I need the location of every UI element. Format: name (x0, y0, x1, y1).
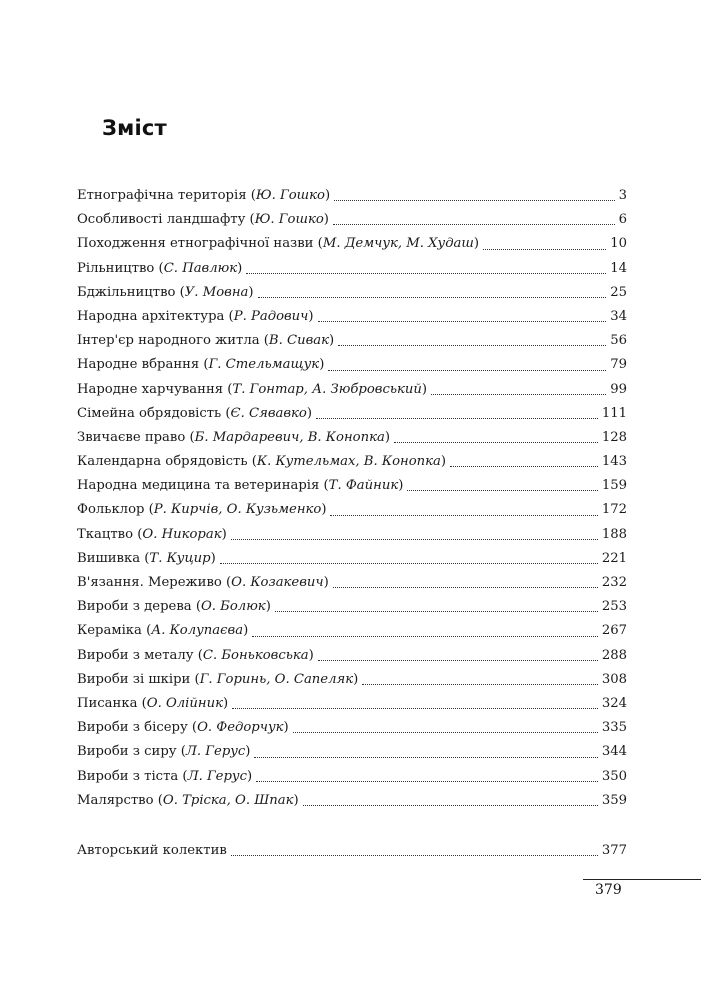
toc-entry-author: Є. Сявавко (230, 405, 307, 421)
toc-entry[interactable] (77, 740, 627, 764)
toc-entry-title-text: Народна медицина та ветеринарія ( (77, 478, 329, 494)
toc-entry-author: Л. Герус (185, 744, 246, 760)
toc-entry-title-text: Походження етнографічної назви ( (77, 236, 323, 252)
toc-entry[interactable] (77, 402, 627, 426)
toc-entry-title-text: Вироби з сиру ( (77, 744, 186, 760)
toc-entry-page: 344 (601, 744, 627, 760)
toc-entry[interactable] (77, 839, 627, 863)
toc-entry[interactable] (77, 208, 627, 232)
toc-leader (431, 393, 606, 395)
toc-entry-page: 56 (610, 333, 627, 349)
toc-entry-close-paren: ) (321, 502, 327, 518)
toc-entry-title-text: Вироби з тіста ( (77, 768, 188, 784)
toc-leader (394, 441, 598, 443)
toc-entry-author: В. Сивак (268, 333, 329, 349)
toc-entry-page: 288 (601, 647, 627, 663)
toc-leader (231, 538, 598, 540)
toc-entry-title-text: Бджільництво ( (77, 284, 185, 300)
toc-entry-close-paren: ) (265, 599, 271, 615)
toc-entry-page: 188 (601, 526, 627, 542)
page-number: 379 (595, 882, 622, 898)
toc-entry-title (77, 353, 324, 377)
toc-entry-close-paren: ) (323, 575, 329, 590)
toc-entry-author: О. Болюк (200, 599, 266, 615)
toc-entry-close-paren: ) (306, 405, 313, 421)
toc-leader (303, 804, 598, 806)
toc-entry-close-paren: ) (293, 792, 299, 808)
toc-entry-close-paren: ) (398, 478, 404, 494)
toc-entry[interactable] (77, 450, 627, 474)
toc-entry-page: 350 (601, 768, 627, 784)
toc-entry-author: Р. Радович (233, 308, 309, 324)
toc-entry-page: 128 (601, 429, 627, 445)
toc-entry-title-text: Фольклор ( (77, 502, 154, 518)
toc-entry-author: О. Тріска, О. Шпак (162, 792, 294, 808)
toc-entry[interactable] (77, 281, 627, 305)
toc-entry-close-paren: ) (210, 550, 216, 566)
toc-entry-title (77, 619, 248, 643)
toc-entry-author: М. Демчук, М. Худаш (322, 236, 474, 252)
toc-entry-title (77, 402, 312, 426)
toc-entry-page: 324 (601, 695, 627, 711)
toc-entry-page: 111 (601, 405, 627, 421)
toc-entry-title-text: Народне харчування ( (77, 381, 233, 397)
toc-leader (316, 417, 598, 419)
toc-entry-close-paren: ) (245, 744, 251, 760)
toc-entry-page: 6 (618, 212, 627, 228)
toc-entry-page: 221 (601, 550, 627, 566)
toc-entry-page: 253 (601, 599, 627, 615)
toc-entry-page: 25 (610, 284, 627, 300)
toc-leader (231, 854, 598, 856)
toc-entry-close-paren: ) (243, 623, 249, 639)
toc-entry-title-text: Рільництво ( (77, 260, 164, 276)
toc-entry-title: Авторський колектив (77, 843, 227, 858)
toc-leader (254, 756, 597, 758)
toc-entry-page: 10 (610, 236, 627, 252)
toc-entry-page: 359 (601, 792, 627, 808)
toc-entry-close-paren: ) (421, 381, 428, 397)
toc-entry-author: Г. Горинь, О. Сапеляк (199, 671, 354, 687)
toc-leader (330, 514, 597, 516)
toc-entry-title (77, 571, 329, 595)
toc-entry[interactable] (77, 765, 627, 789)
toc-entry-title (77, 547, 216, 571)
toc-entry-title-text: Малярство ( (77, 792, 163, 808)
toc-entry-close-paren: ) (308, 647, 314, 663)
toc-entry-close-paren: ) (328, 333, 335, 349)
toc-entry-author: Р. Кирчів, О. Кузьменко (153, 502, 322, 518)
toc-entry-author: Г. Стельмащук (208, 357, 320, 373)
toc-entry[interactable] (77, 692, 627, 716)
toc-entry-page: 267 (601, 623, 627, 639)
toc-entry-title (77, 692, 228, 716)
toc-leader (246, 272, 606, 274)
toc-entry-page: 34 (610, 308, 627, 324)
toc-entry-page: 172 (601, 502, 627, 518)
toc-entry[interactable] (77, 595, 627, 619)
toc-leader (407, 489, 597, 491)
toc-entry-title-text: Народне вбрання ( (77, 357, 209, 373)
footer-rule (583, 879, 701, 880)
toc-entry-title (77, 595, 271, 619)
toc-entry-close-paren: ) (353, 671, 359, 687)
toc-entry[interactable] (77, 329, 627, 353)
toc-entry-title-text: Календарна обрядовість ( (77, 454, 257, 470)
toc-leader (232, 707, 598, 709)
toc-entry-author: У. Мовна (184, 284, 249, 300)
page-title: Зміст (102, 116, 167, 140)
toc-entry[interactable] (77, 668, 627, 692)
toc-entry[interactable] (77, 305, 627, 329)
toc-entry-title (77, 668, 358, 692)
toc-entry-title (77, 523, 227, 547)
toc-entry-close-paren: ) (246, 768, 253, 784)
toc-entry-author: К. Кутельмах, В. Конопка (256, 454, 441, 470)
toc-entry-close-paren: ) (237, 260, 243, 276)
toc-entry-title (77, 329, 334, 353)
toc-entry-author: Ю. Гошко (255, 188, 325, 203)
toc-extra-section (77, 839, 627, 863)
toc-entry-page: 79 (610, 357, 627, 373)
table-of-contents (77, 184, 627, 813)
toc-entry-title-text: Вишивка ( (77, 550, 150, 566)
toc-entry-author: С. Боньковська (202, 647, 309, 663)
toc-entry-title (77, 740, 250, 764)
toc-entry-title (77, 450, 446, 474)
toc-entry-title-text: Ткацтво ( (77, 526, 143, 542)
toc-leader (275, 610, 598, 612)
toc-entry[interactable] (77, 644, 627, 668)
toc-leader (450, 465, 598, 467)
toc-entry[interactable] (77, 378, 627, 402)
toc-leader (256, 780, 598, 782)
toc-entry-title (77, 765, 252, 789)
toc-entry-page: 159 (601, 478, 627, 494)
toc-entry-close-paren: ) (384, 429, 390, 445)
toc-entry-title (77, 184, 330, 208)
toc-entry-title (77, 716, 289, 740)
toc-entry[interactable] (77, 426, 627, 450)
toc-entry-author: Ю. Гошко (254, 212, 324, 228)
toc-entry-title-text: Кераміка ( (77, 623, 152, 639)
toc-leader (252, 635, 598, 637)
toc-entry-close-paren: ) (319, 357, 325, 373)
toc-entry-page: 99 (610, 381, 627, 397)
toc-entry[interactable] (77, 716, 627, 740)
toc-entry-author: О. Олійник (146, 695, 223, 711)
toc-entry[interactable] (77, 619, 627, 643)
toc-entry-title (77, 498, 326, 522)
toc-entry-title-text: Вироби зі шкіри ( (77, 671, 200, 687)
toc-leader (220, 562, 598, 564)
toc-entry-title (77, 426, 390, 450)
toc-entry-page: 308 (601, 671, 627, 687)
toc-entry-author: О. Никорак (142, 526, 222, 542)
toc-entry-author: Т. Файник (328, 478, 399, 494)
toc-entry-title (77, 232, 479, 256)
toc-leader (328, 369, 606, 371)
toc-entry[interactable] (77, 184, 627, 208)
toc-leader (333, 586, 598, 588)
toc-entry-title-text: Особливості ландшафту ( (77, 212, 255, 228)
toc-entry-title (77, 281, 254, 305)
toc-entry-title (77, 305, 314, 329)
toc-entry[interactable] (77, 474, 627, 498)
toc-entry-title (77, 474, 403, 498)
toc-entry[interactable] (77, 789, 627, 813)
toc-leader (318, 320, 607, 322)
toc-entry[interactable] (77, 571, 627, 595)
toc-entry-close-paren: ) (323, 212, 329, 228)
toc-leader (333, 223, 615, 225)
toc-entry-author: Т. Куцир (149, 550, 211, 566)
toc-entry-author: С. Павлюк (163, 260, 238, 276)
toc-leader (318, 659, 598, 661)
toc-entry-close-paren: ) (324, 188, 331, 203)
toc-entry-author: О. Федорчук (197, 720, 284, 736)
toc-entry-title (77, 378, 427, 402)
toc-entry-title-text: В'язання. Мереживо ( (77, 575, 232, 590)
toc-entry-close-paren: ) (308, 308, 314, 324)
toc-entry-author: О. Козакевич (231, 575, 324, 590)
toc-entry[interactable] (77, 498, 627, 522)
toc-entry-close-paren: ) (440, 454, 447, 470)
toc-entry-author: Т. Гонтар, А. Зюбровський (232, 381, 422, 397)
toc-entry-title-text: Вироби з металу ( (77, 647, 203, 663)
toc-entry[interactable] (77, 257, 627, 281)
toc-entry-title-text: Народна архітектура ( (77, 308, 234, 324)
toc-leader (334, 199, 614, 201)
toc-entry-close-paren: ) (473, 236, 480, 252)
toc-entry-title-text: Етнографічна територія ( (77, 188, 256, 203)
toc-entry-title (77, 208, 329, 232)
toc-entry-title (77, 257, 242, 281)
toc-entry-title-text: Вироби з дерева ( (77, 599, 201, 615)
toc-entry-page: 143 (601, 454, 627, 470)
toc-entry-close-paren: ) (248, 284, 254, 300)
toc-entry-author: А. Колупаєва (151, 623, 244, 639)
toc-entry-close-paren: ) (283, 720, 289, 736)
toc-entry[interactable] (77, 523, 627, 547)
toc-leader (483, 248, 606, 250)
toc-entry[interactable] (77, 232, 627, 256)
toc-entry-author: Б. Мардаревич, В. Конопка (194, 429, 385, 445)
toc-leader (258, 296, 607, 298)
toc-entry-page: 335 (601, 720, 627, 736)
toc-entry-title-text: Сімейна обрядовість ( (77, 405, 231, 421)
toc-entry-title-text: Писанка ( (77, 695, 147, 711)
toc-entry-page: 232 (601, 575, 627, 590)
toc-entry-close-paren: ) (221, 526, 227, 542)
toc-entry-page: 377 (601, 843, 627, 858)
toc-leader (293, 731, 598, 733)
toc-entry-close-paren: ) (222, 695, 229, 711)
toc-entry-title (77, 789, 299, 813)
toc-leader (338, 344, 606, 346)
toc-entry-title-text: Звичаєве право ( (77, 429, 195, 445)
toc-leader (362, 683, 598, 685)
toc-entry-page: 14 (610, 260, 627, 276)
toc-entry-page: 3 (618, 188, 627, 203)
toc-entry-title-text: Інтер'єр народного житла ( (77, 333, 269, 349)
toc-entry-title (77, 644, 314, 668)
toc-entry[interactable] (77, 353, 627, 377)
toc-entry-title-text: Вироби з бісеру ( (77, 720, 198, 736)
toc-entry[interactable] (77, 547, 627, 571)
toc-entry-author: Л. Герус (187, 768, 247, 784)
